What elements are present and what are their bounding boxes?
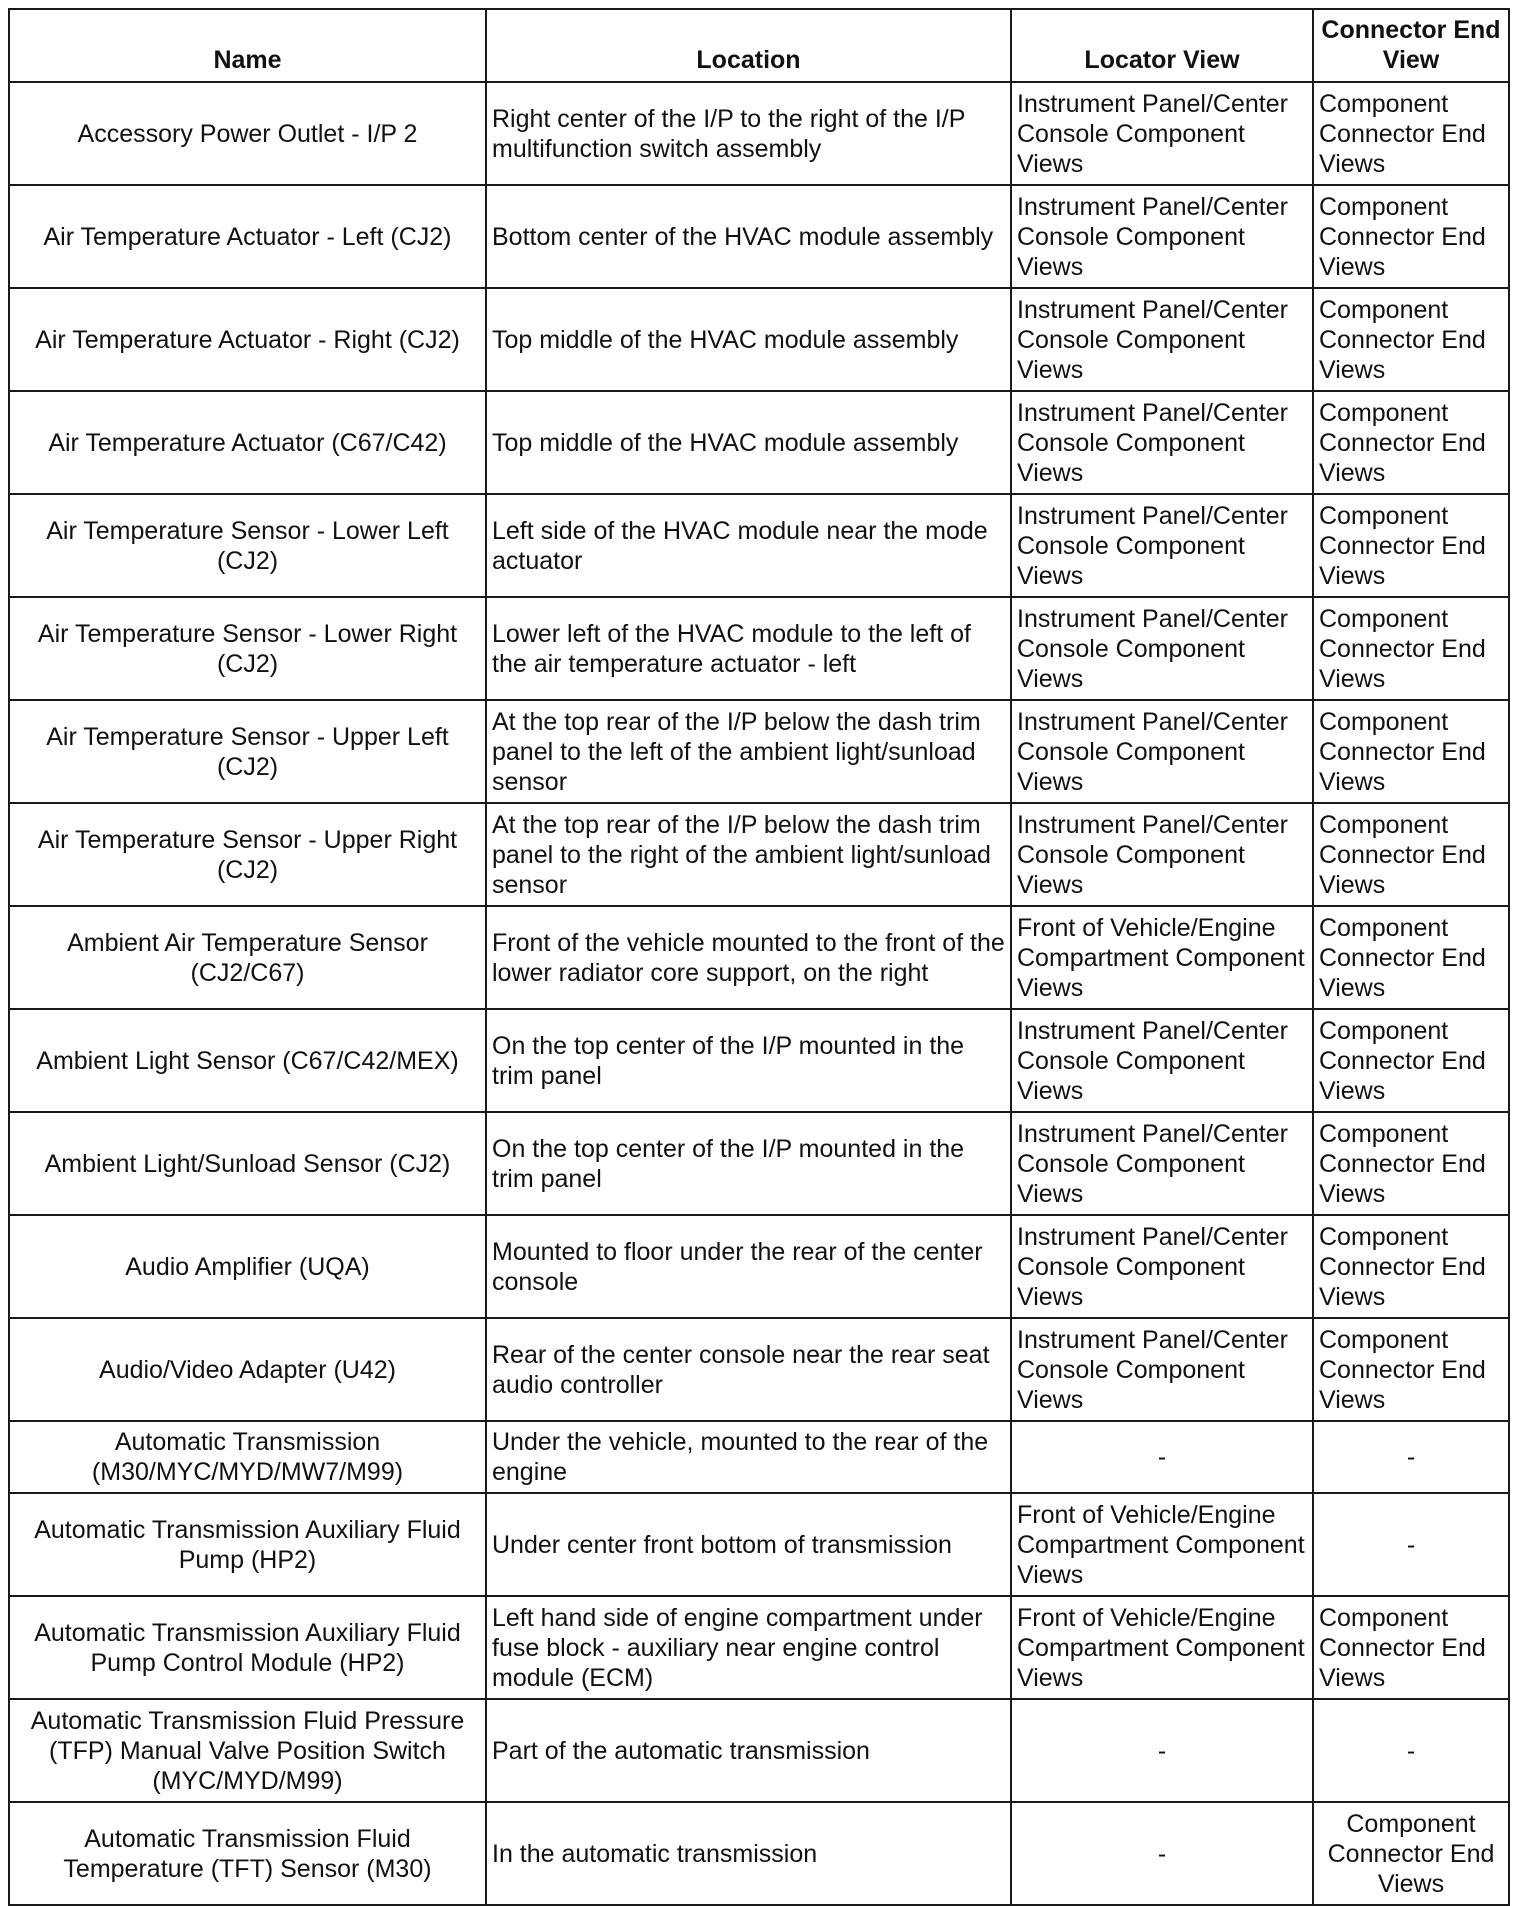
locator-view-cell: - bbox=[1011, 1699, 1313, 1802]
table-row bbox=[9, 82, 1509, 185]
location-cell: Right center of the I/P to the right of the I/P multifunction switch assembly bbox=[486, 82, 1011, 185]
header-connector-end-view: Connector End View bbox=[1313, 9, 1509, 82]
locator-view-cell: - bbox=[1011, 1802, 1313, 1905]
locator-view-cell: Instrument Panel/Center Console Component Views bbox=[1011, 1009, 1313, 1112]
connector-end-view-cell: Component Connector End Views bbox=[1313, 1112, 1509, 1215]
locator-view-cell: Instrument Panel/Center Console Component Views bbox=[1011, 1112, 1313, 1215]
locator-view-cell: Instrument Panel/Center Console Component Views bbox=[1011, 288, 1313, 391]
connector-end-view-cell: - bbox=[1313, 1421, 1509, 1493]
name-cell: Audio/Video Adapter (U42) bbox=[9, 1318, 486, 1421]
locator-view-cell: Instrument Panel/Center Console Component Views bbox=[1011, 1318, 1313, 1421]
name-cell: Air Temperature Actuator (C67/C42) bbox=[9, 391, 486, 494]
location-cell: Front of the vehicle mounted to the front of the lower radiator core support, on the right bbox=[486, 906, 1011, 1009]
locator-view-cell: Instrument Panel/Center Console Component Views bbox=[1011, 494, 1313, 597]
location-cell: Top middle of the HVAC module assembly bbox=[486, 391, 1011, 494]
name-cell: Ambient Light Sensor (C67/C42/MEX) bbox=[9, 1009, 486, 1112]
locator-view-cell: Instrument Panel/Center Console Component Views bbox=[1011, 185, 1313, 288]
name-cell: Air Temperature Sensor - Upper Right (CJ2) bbox=[9, 803, 486, 906]
locator-view-cell: Instrument Panel/Center Console Component Views bbox=[1011, 1215, 1313, 1318]
connector-end-view-cell: Component Connector End Views bbox=[1313, 185, 1509, 288]
table-row bbox=[9, 494, 1509, 597]
locator-view-cell: Instrument Panel/Center Console Component Views bbox=[1011, 391, 1313, 494]
name-cell: Air Temperature Actuator - Right (CJ2) bbox=[9, 288, 486, 391]
name-cell: Air Temperature Sensor - Upper Left (CJ2) bbox=[9, 700, 486, 803]
table-row bbox=[9, 1493, 1509, 1596]
table-row bbox=[9, 1215, 1509, 1318]
location-cell: Rear of the center console near the rear seat audio controller bbox=[486, 1318, 1011, 1421]
header-locator-view: Locator View bbox=[1011, 9, 1313, 82]
name-cell: Audio Amplifier (UQA) bbox=[9, 1215, 486, 1318]
connector-end-view-cell: Component Connector End Views bbox=[1313, 288, 1509, 391]
connector-end-view-cell: Component Connector End Views bbox=[1313, 494, 1509, 597]
table-row bbox=[9, 391, 1509, 494]
name-cell: Air Temperature Sensor - Lower Left (CJ2) bbox=[9, 494, 486, 597]
header-row bbox=[9, 9, 1509, 82]
location-cell: Left hand side of engine compartment under fuse block - auxiliary near engine control module (ECM) bbox=[486, 1596, 1011, 1699]
location-cell: Under the vehicle, mounted to the rear of the engine bbox=[486, 1421, 1011, 1493]
connector-end-view-cell: Component Connector End Views bbox=[1313, 803, 1509, 906]
connector-end-view-cell: Component Connector End Views bbox=[1313, 1596, 1509, 1699]
connector-end-view-cell: Component Connector End Views bbox=[1313, 1009, 1509, 1112]
locator-view-cell: Front of Vehicle/Engine Compartment Component Views bbox=[1011, 1596, 1313, 1699]
table-row bbox=[9, 700, 1509, 803]
name-cell: Ambient Light/Sunload Sensor (CJ2) bbox=[9, 1112, 486, 1215]
connector-end-view-cell: Component Connector End Views bbox=[1313, 597, 1509, 700]
name-cell: Air Temperature Sensor - Lower Right (CJ2) bbox=[9, 597, 486, 700]
table-row bbox=[9, 597, 1509, 700]
table-row bbox=[9, 803, 1509, 906]
locator-view-cell: Front of Vehicle/Engine Compartment Component Views bbox=[1011, 1493, 1313, 1596]
location-cell: Part of the automatic transmission bbox=[486, 1699, 1011, 1802]
connector-end-view-cell: Component Connector End Views bbox=[1313, 391, 1509, 494]
connector-end-view-cell: Component Connector End Views bbox=[1313, 82, 1509, 185]
connector-end-view-cell: Component Connector End Views bbox=[1313, 1215, 1509, 1318]
table-row bbox=[9, 1596, 1509, 1699]
table-row bbox=[9, 288, 1509, 391]
locator-view-cell: Front of Vehicle/Engine Compartment Component Views bbox=[1011, 906, 1313, 1009]
header-location: Location bbox=[486, 9, 1011, 82]
table-row bbox=[9, 906, 1509, 1009]
location-cell: Lower left of the HVAC module to the left of the air temperature actuator - left bbox=[486, 597, 1011, 700]
connector-end-view-cell: - bbox=[1313, 1699, 1509, 1802]
location-cell: Bottom center of the HVAC module assembly bbox=[486, 185, 1011, 288]
name-cell: Accessory Power Outlet - I/P 2 bbox=[9, 82, 486, 185]
table-row bbox=[9, 1318, 1509, 1421]
name-cell: Automatic Transmission Fluid Pressure (TFP) Manual Valve Position Switch (MYC/MYD/M99) bbox=[9, 1699, 486, 1802]
table-row bbox=[9, 1699, 1509, 1802]
location-cell: At the top rear of the I/P below the dash trim panel to the right of the ambient light/sunload sensor bbox=[486, 803, 1011, 906]
location-cell: Left side of the HVAC module near the mode actuator bbox=[486, 494, 1011, 597]
connector-end-view-cell: Component Connector End Views bbox=[1313, 1802, 1509, 1905]
connector-end-view-cell: Component Connector End Views bbox=[1313, 1318, 1509, 1421]
component-locator-table bbox=[8, 8, 1510, 1906]
locator-view-cell: Instrument Panel/Center Console Component Views bbox=[1011, 803, 1313, 906]
connector-end-view-cell: - bbox=[1313, 1493, 1509, 1596]
table-row bbox=[9, 185, 1509, 288]
location-cell: Mounted to floor under the rear of the center console bbox=[486, 1215, 1011, 1318]
locator-view-cell: Instrument Panel/Center Console Component Views bbox=[1011, 82, 1313, 185]
connector-end-view-cell: Component Connector End Views bbox=[1313, 700, 1509, 803]
locator-view-cell: Instrument Panel/Center Console Component Views bbox=[1011, 700, 1313, 803]
name-cell: Air Temperature Actuator - Left (CJ2) bbox=[9, 185, 486, 288]
table-row bbox=[9, 1802, 1509, 1905]
name-cell: Automatic Transmission Fluid Temperature (TFT) Sensor (M30) bbox=[9, 1802, 486, 1905]
table-row bbox=[9, 1009, 1509, 1112]
location-cell: At the top rear of the I/P below the dash trim panel to the left of the ambient light/sunload sensor bbox=[486, 700, 1011, 803]
connector-end-view-cell: Component Connector End Views bbox=[1313, 906, 1509, 1009]
name-cell: Ambient Air Temperature Sensor (CJ2/C67) bbox=[9, 906, 486, 1009]
header-name: Name bbox=[9, 9, 486, 82]
name-cell: Automatic Transmission Auxiliary Fluid Pump Control Module (HP2) bbox=[9, 1596, 486, 1699]
name-cell: Automatic Transmission Auxiliary Fluid Pump (HP2) bbox=[9, 1493, 486, 1596]
table-row bbox=[9, 1112, 1509, 1215]
locator-view-cell: - bbox=[1011, 1421, 1313, 1493]
location-cell: In the automatic transmission bbox=[486, 1802, 1011, 1905]
location-cell: On the top center of the I/P mounted in the trim panel bbox=[486, 1009, 1011, 1112]
table-row bbox=[9, 1421, 1509, 1493]
locator-view-cell: Instrument Panel/Center Console Component Views bbox=[1011, 597, 1313, 700]
location-cell: Under center front bottom of transmission bbox=[486, 1493, 1011, 1596]
location-cell: Top middle of the HVAC module assembly bbox=[486, 288, 1011, 391]
name-cell: Automatic Transmission (M30/MYC/MYD/MW7/M99) bbox=[9, 1421, 486, 1493]
location-cell: On the top center of the I/P mounted in the trim panel bbox=[486, 1112, 1011, 1215]
